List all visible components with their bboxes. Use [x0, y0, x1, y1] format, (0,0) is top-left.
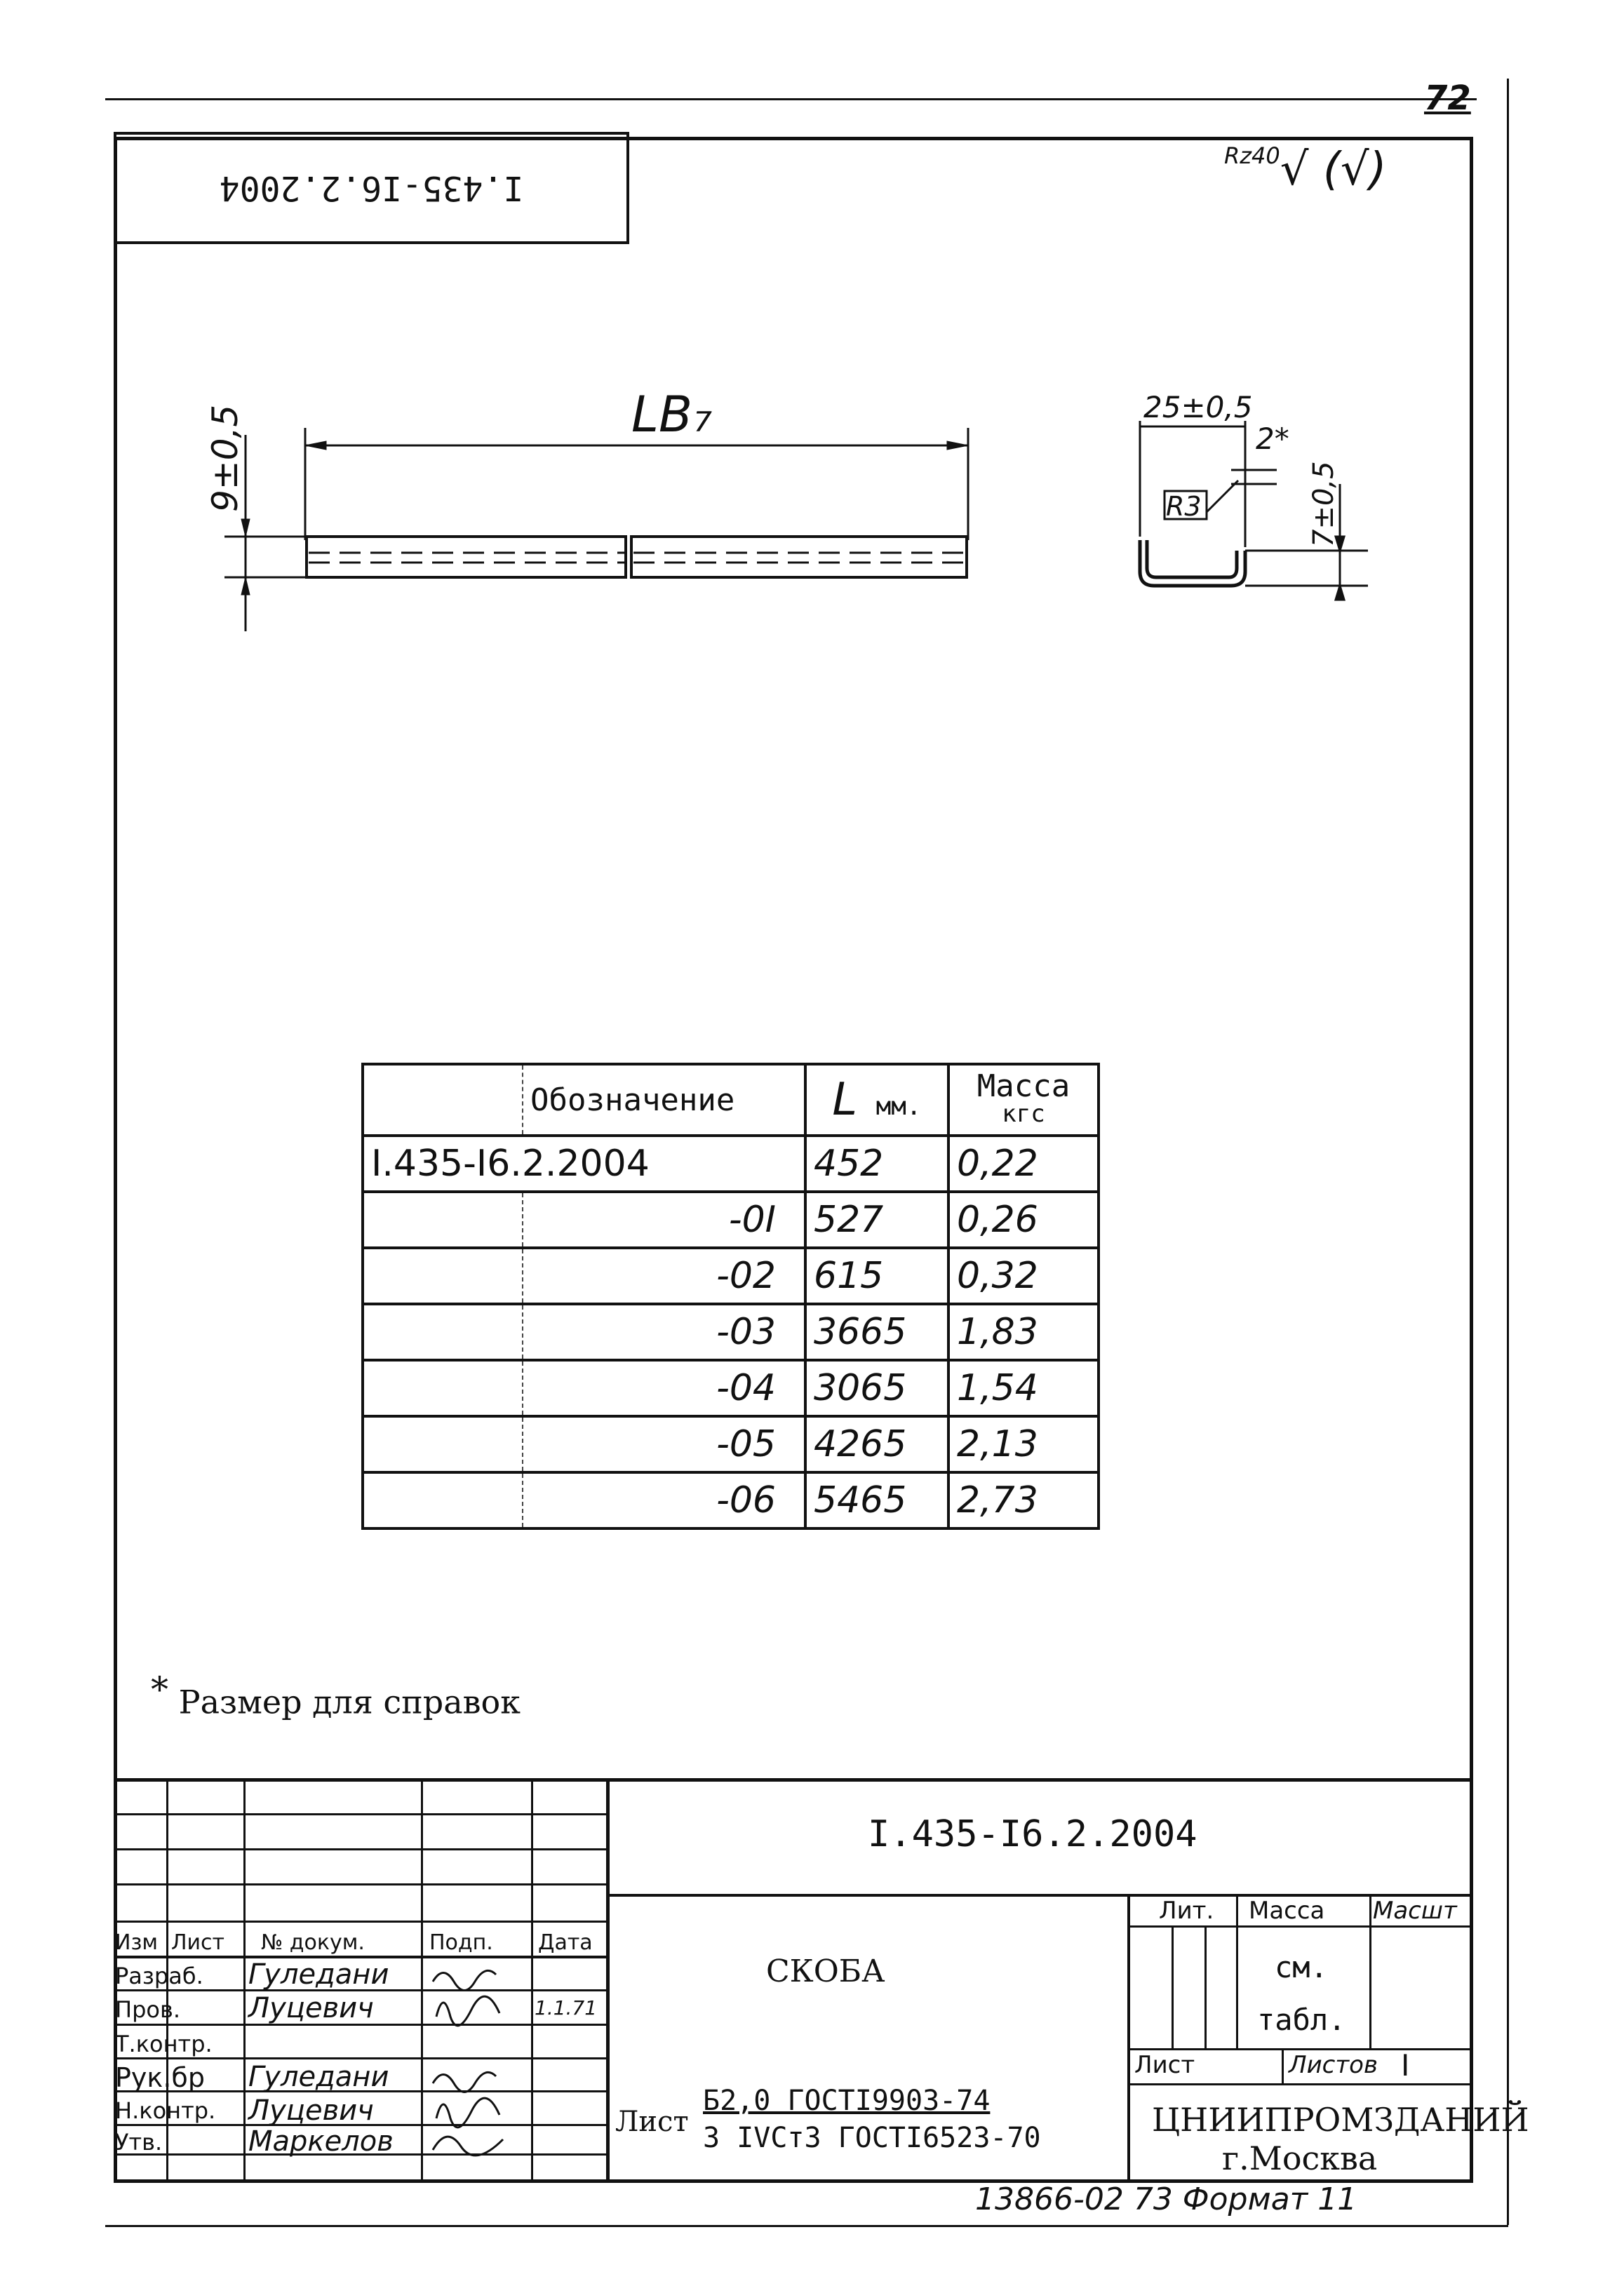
- section-height-label: 7±0,5: [1308, 461, 1340, 547]
- name-approver: Маркелов: [248, 2125, 394, 2158]
- mass-label: Масса: [1249, 1897, 1325, 1925]
- top-stamp-box: [114, 132, 629, 244]
- scale-label: Масшт: [1373, 1897, 1457, 1925]
- org-city: г.Москва: [1222, 2139, 1378, 2177]
- role-norm-control: Н.контр.: [115, 2097, 216, 2124]
- role-approver: Утв.: [115, 2129, 163, 2156]
- table-row: -02 615 0,32: [363, 1248, 1099, 1304]
- roughness-param: Rz40: [1224, 142, 1280, 169]
- table-row: -04 3065 1,54: [363, 1360, 1099, 1416]
- name-team-lead: Гуледани: [248, 2061, 389, 2093]
- signatures: [422, 1957, 535, 2153]
- right-border-line: [1507, 79, 1509, 2225]
- sheet-label: Лист: [1134, 2051, 1195, 2079]
- material-line1: Б2,0 ГОСТI9903-74: [703, 2085, 991, 2117]
- sheets-value: I: [1401, 2048, 1410, 2083]
- table-row: -06 5465 2,73: [363, 1472, 1099, 1528]
- roughness-symbol: $^{Rz40}$√ (√): [1224, 142, 1387, 196]
- title-block: [114, 1778, 1529, 2186]
- part-name: СКОБА: [766, 1954, 885, 1989]
- role-team-lead: Рук.бр: [115, 2062, 205, 2093]
- header-designation: Обозначение: [523, 1064, 805, 1136]
- role-checker: Пров.: [115, 1996, 180, 2023]
- date-checker: 1.1.71: [535, 1996, 598, 2019]
- roughness-mark: (√): [1322, 144, 1387, 196]
- col-list: Лист: [171, 1930, 225, 1955]
- note-star: *: [151, 1669, 168, 1710]
- reference-note: [151, 1669, 521, 1721]
- table-row: -0I 527 0,26: [363, 1192, 1099, 1248]
- name-developer: Гуледани: [248, 1958, 389, 1991]
- note-text: Размер для справок: [178, 1683, 521, 1721]
- top-stamp-code: I.435-I6.2.2004: [219, 168, 524, 208]
- role-tech-control: Т.контр.: [115, 2031, 213, 2057]
- section-width-label: 25±0,5: [1143, 390, 1253, 424]
- table-row: I.435-I6.2.2004 452 0,22: [363, 1136, 1099, 1192]
- sheet-number: 72: [1424, 79, 1471, 118]
- header-mass: Масса кгс: [948, 1064, 1099, 1136]
- role-developer: Разраб.: [115, 1963, 203, 1989]
- sheets-label: Листов: [1289, 2051, 1378, 2079]
- name-norm-control: Луцевич: [248, 2095, 374, 2127]
- section-radius-label: R3: [1166, 491, 1202, 522]
- material-line2: 3 IVСт3 ГОСТI6523-70: [703, 2122, 1041, 2154]
- table-row: -03 3665 1,83: [363, 1304, 1099, 1360]
- length-dimension-label: LB₇: [631, 386, 713, 443]
- table-row: -05 4265 2,13: [363, 1416, 1099, 1472]
- mass-value-1: см.: [1275, 1950, 1328, 1984]
- table-header-row: [363, 1064, 1099, 1136]
- col-doc: № докум.: [261, 1930, 365, 1955]
- mass-value-2: табл.: [1257, 2003, 1346, 2037]
- bottom-border-line: [105, 2225, 1508, 2227]
- material-prefix: Лист: [615, 2106, 689, 2138]
- name-checker: Луцевич: [248, 1992, 374, 2024]
- org-name: ЦНИИПРОМЗДАНИЙ: [1152, 2101, 1529, 2139]
- col-date: Дата: [538, 1930, 593, 1955]
- part-elevation-drawing: [205, 386, 982, 645]
- footer-format: 13866-02 73 Формат 11: [975, 2181, 1357, 2217]
- top-border-line: [105, 98, 1477, 100]
- doc-code: I.435-I6.2.2004: [868, 1813, 1197, 1855]
- lit-label: Лит.: [1159, 1897, 1214, 1925]
- col-izm: Изм: [115, 1930, 159, 1955]
- height-dimension-label: 9±0,5: [205, 404, 246, 512]
- spec-table: [361, 1063, 1100, 1530]
- header-length: L мм.: [805, 1064, 948, 1136]
- col-sign: Подп.: [429, 1930, 493, 1955]
- part-section-drawing: [1115, 379, 1396, 603]
- section-thickness-label: 2*: [1256, 422, 1289, 456]
